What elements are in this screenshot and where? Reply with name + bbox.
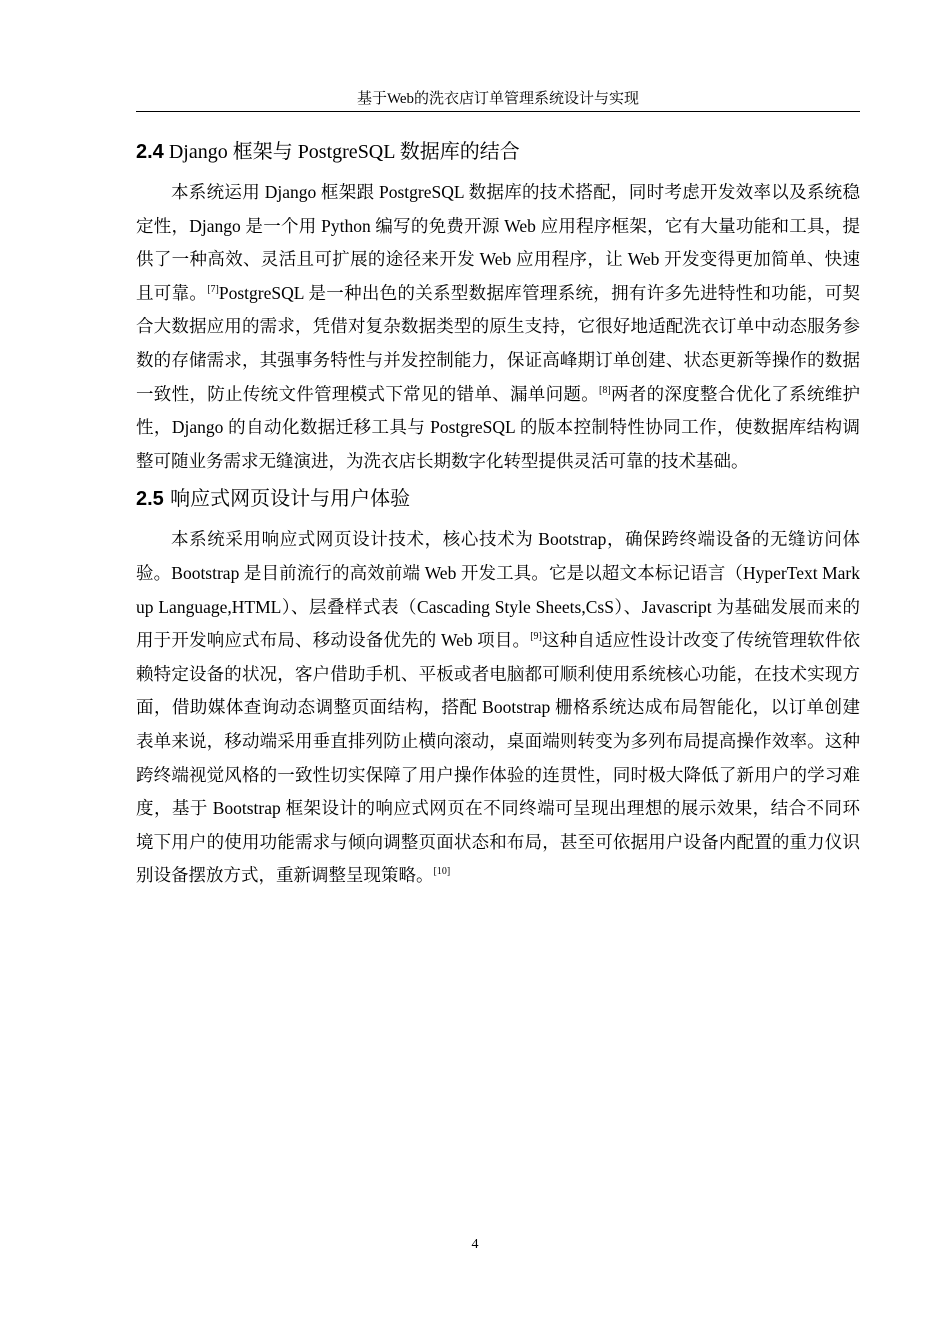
citation-ref: [10] [433, 866, 451, 878]
section-number: 2.4 [136, 141, 164, 163]
running-header: 基于Web的洗衣店订单管理系统设计与实现 [356, 91, 640, 107]
section-heading-2-4 [136, 134, 860, 170]
section-title: 响应式网页设计与用户体验 [163, 486, 411, 511]
page-body [136, 134, 860, 893]
section-number: 2.5 [136, 488, 164, 511]
paragraph-text: 两者的深度整合优化了系统维护性，Django 的自动化数据迁移工具与 PostgreSQL 的版本控制特性协同工作，使数据库结构调整可随业务需求无缝演进，为洗衣店长期数字化转型提供灵活可靠的技术基础。 [136, 383, 861, 471]
section-heading-2-5 [136, 480, 860, 517]
paragraph-text: 这种自适应性设计改变了传统管理软件依赖特定设备的状况，客户借助手机、平板或者电脑都可顺利使用系统核心功能，在技术实现方面，借助媒体查询动态调整页面结构，搭配 Bootstrap 栅格系统达成布局智能化，以订单创建表单来说，移动端采用垂直排列防止横向滚动，桌面端则转变为多列布局提高操作效率。这种跨终端视觉风格的一致性切实保障了用户操作体验的连贯性，同时极大降低了新用户的学习难度，基于 Bootstrap 框架设计的响应式网页在不同终端可呈现出理想的展示效果，结合不同环境下用户的使用功能需求与倾向调整页面状态和布局，甚至可依据用户设备内配置的重力仪识别设备摆放方式，重新调整呈现策略。 [136, 630, 860, 886]
header-rule [136, 111, 860, 112]
paragraph-text: PostgreSQL 是一种出色的关系型数据库管理系统，拥有许多先进特性和功能，可契合大数据应用的需求，凭借对复杂数据类型的原生支持，它很好地适配洗衣订单中动态服务参数的存储需求，其强事务特性与并发控制能力，保证高峰期订单创建、状态更新等操作的数据一致性，防止传统文件管理模式下常见的错单、漏单问题。 [136, 282, 861, 404]
paragraph-text: 本系统采用响应式网页设计技术，核心技术为 Bootstrap，确保跨终端设备的无缝访问体验。Bootstrap 是目前流行的高效前端 Web 开发工具。它是以超文本标记语言（HyperText Markup Language,HTML）、层叠样式表（Cascading Style Sheets,CsS）、Javascript 为基础发展而来的用于开发响应式布局、移动设备优先的 Web 项目。 [136, 529, 860, 651]
page-number: 4 [471, 1237, 479, 1252]
citation-ref: [8] [599, 384, 611, 396]
section-title: Django 框架与 PostgreSQL 数据库的结合 [163, 141, 520, 163]
citation-ref: [7] [207, 283, 219, 295]
paragraph-2-4 [136, 176, 860, 478]
citation-ref: [9] [530, 631, 542, 643]
paragraph-2-5 [136, 523, 860, 893]
paragraph-text: 本系统运用 Django 框架跟 PostgreSQL 数据库的技术搭配，同时考虑开发效率以及系统稳定性，Django 是一个用 Python 编写的免费开源 Web 应用程序框架，它有大量功能和工具，提供了一种高效、灵活且可扩展的途径来开发 Web 应用程序，让 Web 开发变得更加简单、快速且可靠。 [136, 182, 860, 303]
